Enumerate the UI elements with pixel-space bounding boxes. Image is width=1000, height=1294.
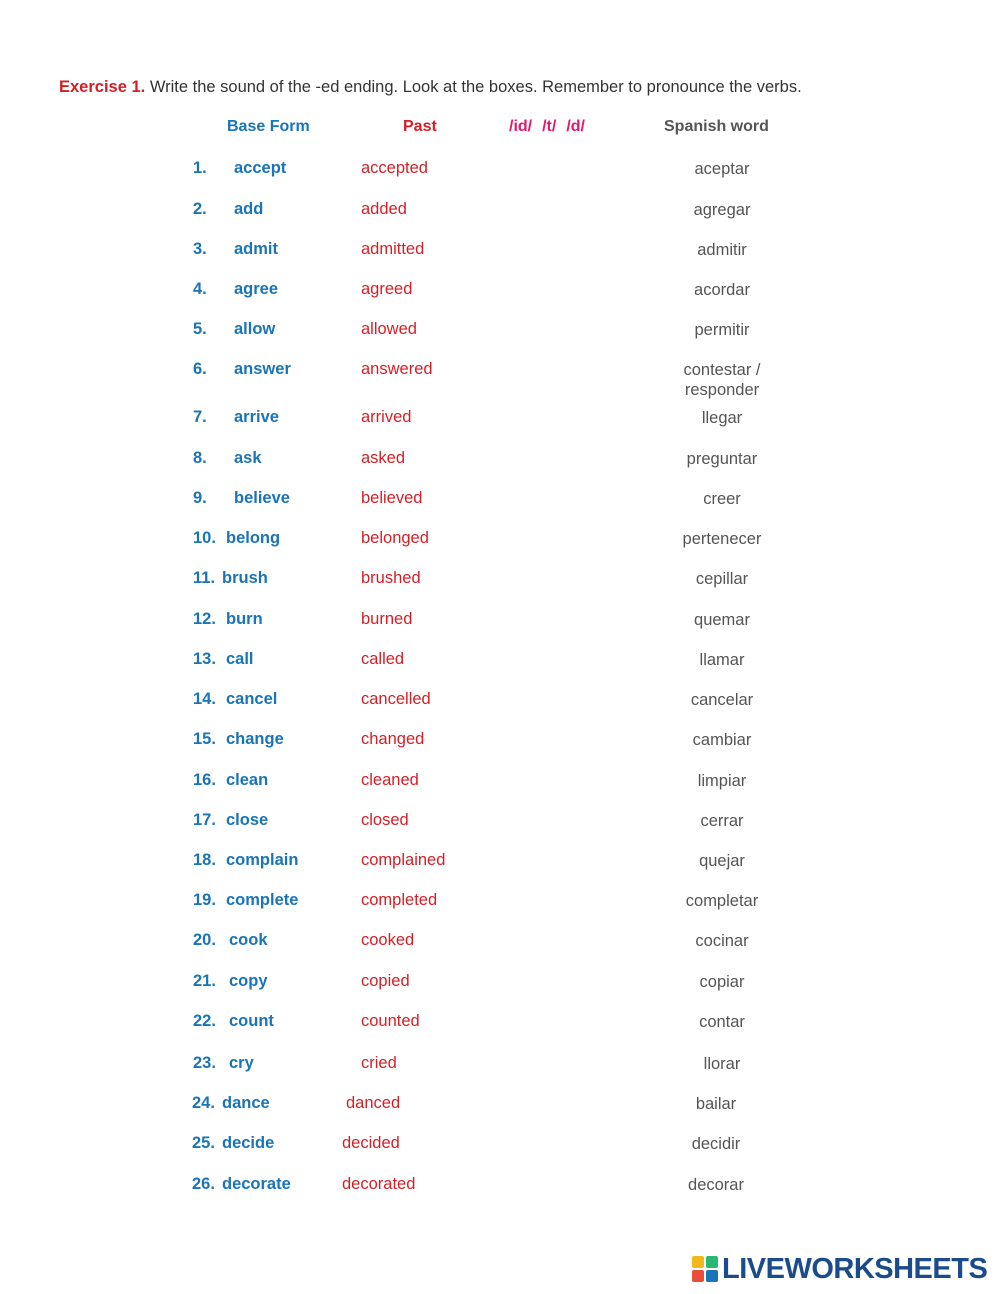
verb-number: 12. bbox=[193, 610, 216, 628]
verb-base-form: believe bbox=[234, 489, 290, 507]
verb-base-form: call bbox=[226, 650, 254, 668]
spanish-word: completar bbox=[685, 892, 759, 910]
verb-row bbox=[0, 159, 1000, 181]
spanish-word: decorar bbox=[688, 1176, 744, 1194]
verb-base-form: accept bbox=[234, 159, 287, 177]
verb-base-form: answer bbox=[234, 360, 291, 378]
header-past: Past bbox=[403, 118, 437, 135]
verb-base-form: admit bbox=[234, 240, 279, 258]
spanish-word: cancelar bbox=[690, 691, 754, 709]
verb-row bbox=[0, 360, 1000, 399]
verb-number: 20. bbox=[193, 931, 216, 949]
spanish-word: acordar bbox=[694, 281, 750, 299]
verb-past-form: added bbox=[361, 200, 407, 218]
verb-row bbox=[0, 1012, 1000, 1034]
spanish-word: cocinar bbox=[695, 932, 749, 950]
verb-number: 8. bbox=[193, 449, 207, 467]
spanish-word: llorar bbox=[703, 1055, 741, 1073]
verb-past-form: copied bbox=[361, 972, 410, 990]
spanish-word: quemar bbox=[694, 611, 750, 629]
header-spanish-word: Spanish word bbox=[664, 118, 769, 135]
exercise-text: Write the sound of the -ed ending. Look at the boxes. Remember to pronounce the verbs. bbox=[145, 78, 802, 96]
verb-base-form: count bbox=[229, 1012, 274, 1030]
verb-number: 7. bbox=[193, 408, 207, 426]
verb-base-form: cry bbox=[229, 1054, 254, 1072]
verb-row bbox=[0, 200, 1000, 222]
verb-past-form: completed bbox=[361, 891, 438, 909]
verb-row bbox=[0, 891, 1000, 913]
verb-past-form: answered bbox=[361, 360, 433, 378]
verb-past-form: admitted bbox=[361, 240, 425, 258]
verb-base-form: dance bbox=[222, 1094, 270, 1112]
spanish-word: permitir bbox=[694, 321, 750, 339]
verb-number: 10. bbox=[193, 529, 216, 547]
verb-row bbox=[0, 449, 1000, 471]
verb-base-form: allow bbox=[234, 320, 276, 338]
logo-block bbox=[706, 1270, 718, 1282]
verb-base-form: copy bbox=[229, 972, 268, 990]
verb-past-form: counted bbox=[361, 1012, 420, 1030]
verb-past-form: asked bbox=[361, 449, 406, 467]
logo-text: LIVEWORKSHEETS bbox=[722, 1252, 988, 1285]
verb-number: 5. bbox=[193, 320, 207, 338]
spanish-word: pertenecer bbox=[682, 530, 762, 548]
verb-past-form: accepted bbox=[361, 159, 428, 177]
verb-base-form: agree bbox=[234, 280, 279, 298]
verb-past-form: cancelled bbox=[361, 690, 431, 708]
header-sound-d: /d/ bbox=[566, 118, 585, 135]
verb-number: 2. bbox=[193, 200, 207, 218]
verb-base-form: clean bbox=[226, 771, 269, 789]
verb-past-form: complained bbox=[361, 851, 446, 869]
spanish-word: limpiar bbox=[697, 772, 747, 790]
header-sound-id: /id/ bbox=[509, 118, 533, 135]
verb-row bbox=[0, 1134, 1000, 1156]
verb-base-form: decorate bbox=[222, 1175, 291, 1193]
exercise-instruction bbox=[59, 78, 802, 97]
verb-number: 14. bbox=[193, 690, 216, 708]
verb-number: 18. bbox=[193, 851, 216, 869]
verb-row bbox=[0, 730, 1000, 752]
verb-number: 22. bbox=[193, 1012, 216, 1030]
verb-number: 17. bbox=[193, 811, 216, 829]
verb-number: 9. bbox=[193, 489, 207, 507]
verb-row bbox=[0, 690, 1000, 712]
verb-number: 6. bbox=[193, 360, 207, 378]
verb-past-form: burned bbox=[361, 610, 413, 628]
verb-base-form: decide bbox=[222, 1134, 275, 1152]
verb-past-form: decided bbox=[342, 1134, 400, 1152]
verb-base-form: cook bbox=[229, 931, 268, 949]
verb-row bbox=[0, 811, 1000, 833]
verb-row bbox=[0, 1175, 1000, 1197]
spanish-word: preguntar bbox=[686, 450, 758, 468]
verb-past-form: decorated bbox=[342, 1175, 416, 1193]
verb-past-form: cleaned bbox=[361, 771, 419, 789]
verb-number: 21. bbox=[193, 972, 216, 990]
verb-base-form: change bbox=[226, 730, 284, 748]
verb-number: 1. bbox=[193, 159, 207, 177]
spanish-word: admitir bbox=[697, 241, 747, 259]
verb-past-form: cooked bbox=[361, 931, 415, 949]
spanish-word: aceptar bbox=[694, 160, 750, 178]
verb-past-form: allowed bbox=[361, 320, 417, 338]
liveworksheets-logo bbox=[692, 1254, 987, 1284]
verb-number: 13. bbox=[193, 650, 216, 668]
exercise-label: Exercise 1. bbox=[59, 78, 146, 96]
verb-past-form: danced bbox=[346, 1094, 401, 1112]
spanish-word: cambiar bbox=[692, 731, 752, 749]
spanish-word: creer bbox=[703, 490, 741, 508]
verb-past-form: arrived bbox=[361, 408, 412, 426]
verb-base-form: complain bbox=[226, 851, 299, 869]
verb-row bbox=[0, 610, 1000, 632]
verb-row bbox=[0, 1054, 1000, 1076]
logo-blocks-icon bbox=[692, 1256, 718, 1282]
verb-number: 11. bbox=[193, 569, 216, 587]
verb-row bbox=[0, 931, 1000, 953]
logo-block bbox=[692, 1256, 704, 1268]
verb-base-form: arrive bbox=[234, 408, 279, 426]
spanish-word: bailar bbox=[695, 1095, 737, 1113]
header-sounds bbox=[509, 118, 595, 136]
verb-row bbox=[0, 240, 1000, 262]
verb-row bbox=[0, 650, 1000, 672]
spanish-word: quejar bbox=[699, 852, 745, 870]
verb-past-form: cried bbox=[361, 1054, 397, 1072]
verb-number: 3. bbox=[193, 240, 207, 258]
spanish-word: copiar bbox=[699, 973, 745, 991]
verb-row bbox=[0, 489, 1000, 511]
verb-number: 25. bbox=[192, 1134, 215, 1152]
verb-past-form: closed bbox=[361, 811, 409, 829]
verb-row bbox=[0, 771, 1000, 793]
logo-block bbox=[706, 1256, 718, 1268]
verb-row bbox=[0, 280, 1000, 302]
spanish-word: llegar bbox=[701, 409, 743, 427]
verb-row bbox=[0, 569, 1000, 591]
header-base-form: Base Form bbox=[227, 118, 310, 135]
verb-base-form: burn bbox=[226, 610, 263, 628]
verb-base-form: ask bbox=[234, 449, 262, 467]
spanish-word: contar bbox=[699, 1013, 745, 1031]
verb-number: 4. bbox=[193, 280, 207, 298]
verb-base-form: brush bbox=[222, 569, 268, 587]
verb-number: 23. bbox=[193, 1054, 216, 1072]
spanish-word: agregar bbox=[693, 201, 751, 219]
verb-past-form: brushed bbox=[361, 569, 421, 587]
spanish-word: cerrar bbox=[700, 812, 744, 830]
verb-number: 16. bbox=[193, 771, 216, 789]
spanish-word: llamar bbox=[699, 651, 745, 669]
verb-row bbox=[0, 1094, 1000, 1116]
verb-row bbox=[0, 529, 1000, 551]
verb-row bbox=[0, 851, 1000, 873]
verb-number: 26. bbox=[192, 1175, 215, 1193]
verb-number: 15. bbox=[193, 730, 216, 748]
verb-past-form: belonged bbox=[361, 529, 429, 547]
verb-base-form: complete bbox=[226, 891, 299, 909]
spanish-word: contestar / responder bbox=[683, 361, 761, 399]
verb-base-form: add bbox=[234, 200, 264, 218]
verb-base-form: belong bbox=[226, 529, 281, 547]
logo-block bbox=[692, 1270, 704, 1282]
verb-number: 24. bbox=[192, 1094, 215, 1112]
header-sound-t: /t/ bbox=[542, 118, 557, 135]
verb-past-form: believed bbox=[361, 489, 423, 507]
verb-row bbox=[0, 408, 1000, 430]
verb-row bbox=[0, 972, 1000, 994]
verb-number: 19. bbox=[193, 891, 216, 909]
spanish-word: decidir bbox=[691, 1135, 741, 1153]
verb-past-form: agreed bbox=[361, 280, 413, 298]
verb-past-form: changed bbox=[361, 730, 425, 748]
verb-base-form: close bbox=[226, 811, 269, 829]
verb-row bbox=[0, 320, 1000, 342]
verb-past-form: called bbox=[361, 650, 405, 668]
verb-base-form: cancel bbox=[226, 690, 278, 708]
spanish-word: cepillar bbox=[695, 570, 749, 588]
